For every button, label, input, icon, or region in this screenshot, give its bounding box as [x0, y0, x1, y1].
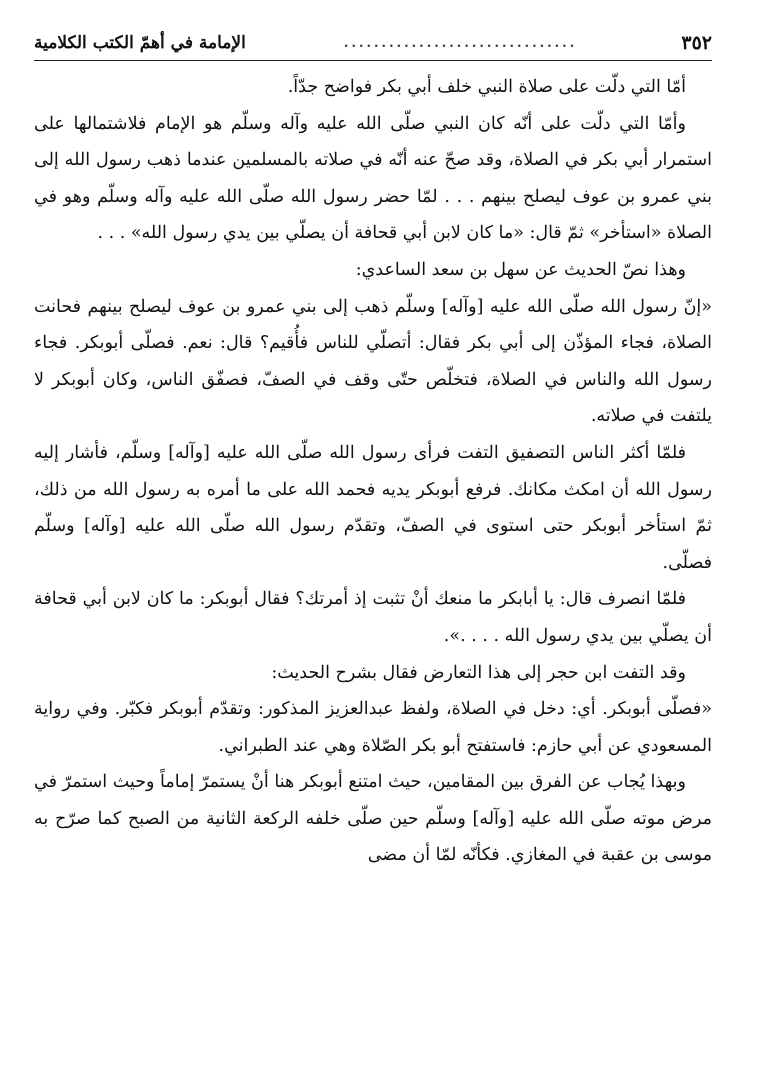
book-page: [34, 26, 712, 1076]
book-title: الإمامة في أهمّ الكتب الكلامية: [34, 33, 246, 53]
paragraph-2: وأمّا التي دلّت على أنّه كان النبي صلّى الله عليه وآله وسلّم هو الإمام فلاشتمالها على استمرار أبي بكر في الصلاة، وقد صحّ عنه أنّه في صلاته بالمسلمين عندما ذهب رسول الله إلى بني عمرو بن عوف ليصلح بينهم . . . لمّا حضر رسول الله صلّى الله عليه وآله وسلّم وهو في الصلاة «استأخر» ثمّ قال: «ما كان لابن أبي قحافة أن يصلّي بين يدي رسول الله» . . .: [34, 113, 712, 244]
paragraph-3: وهذا نصّ الحديث عن سهل بن سعد الساعدي:: [355, 259, 686, 280]
page-number: ٣٥٢: [681, 32, 712, 54]
paragraph-6: فلمّا انصرف قال: يا أبابكر ما منعك أنْ تثبت إذ أمرتك؟ فقال أبوبكر: ما كان لابن أبي قحافة أن يصلّي بين يدي رسول الله . . . .».: [34, 589, 712, 646]
header-dot-leader: ...............................: [343, 35, 578, 51]
paragraph-1: أمّا التي دلّت على صلاة النبي خلف أبي بكر فواضح جدّاً.: [287, 77, 686, 97]
body-text: [34, 69, 712, 874]
paragraph-7: وقد التفت ابن حجر إلى هذا التعارض فقال بشرح الحديث:: [271, 662, 686, 683]
running-header: [34, 26, 712, 61]
paragraph-5: فلمّا أكثر الناس التصفيق التفت فرأى رسول الله صلّى الله عليه [وآله] وسلّم، فأشار إليه رسول الله أن امكث مكانك. فرفع أبوبكر يديه فحمد الله على ما أمره به رسول الله من ذلك، ثمّ استأخر أبوبكر حتى استوى في الصفّ، وتقدّم رسول الله صلّى الله عليه [وآله] وسلّم فصلّى.: [34, 442, 712, 573]
paragraph-8-ibn-hajar-quote: «فصلّى أبوبكر. أي: دخل في الصلاة، ولفظ عبدالعزيز المذكور: وتقدّم أبوبكر فكبّر. وفي رواية المسعودي عن أبي حازم: فاستفتح أبو بكر الصّلاة وهي عند الطبراني.: [34, 699, 712, 756]
paragraph-9: وبهذا يُجاب عن الفرق بين المقامين، حيث امتنع أبوبكر هنا أنْ يستمرّ إماماً وحيث استمرّ في مرض موته صلّى الله عليه [وآله] وسلّم حين صلّى خلفه الركعة الثانية من الصبح كما صرّح به موسى بن عقبة في المغازي. فكأنّه لمّا أن مضى: [34, 772, 712, 866]
paragraph-4-hadith-quote: «إنّ رسول الله صلّى الله عليه [وآله] وسلّم ذهب إلى بني عمرو بن عوف ليصلح بينهم فحانت الصلاة، فجاء المؤذّن إلى أبي بكر فقال: أتصلّي للناس فأُقيم؟ قال: نعم. فصلّى أبوبكر. فجاء رسول الله والناس في الصلاة، فتخلّص حتّى وقف في الصفّ، فصفّق الناس، وكان أبوبكر لا يلتفت في صلاته.: [34, 296, 712, 427]
